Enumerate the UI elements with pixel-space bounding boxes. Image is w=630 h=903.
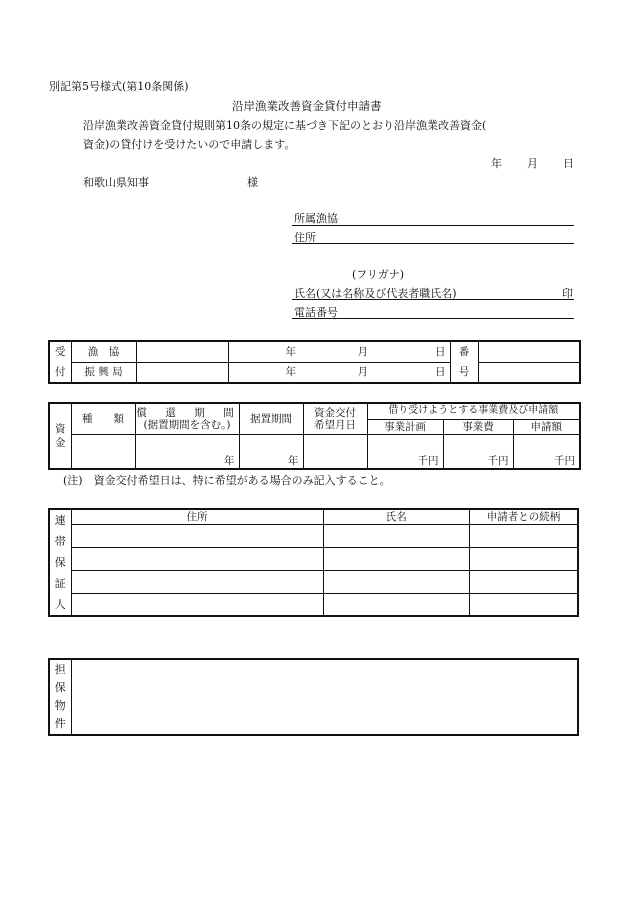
guarantor-row	[49, 593, 578, 616]
address-field[interactable]	[292, 243, 574, 244]
fund-type-input[interactable]	[71, 434, 135, 469]
fund-deferral-input[interactable]: 年	[239, 434, 303, 469]
guarantor-row	[49, 525, 578, 548]
guarantor-address-input[interactable]	[71, 570, 323, 593]
receipt-label-bureau: 振 興 局	[71, 362, 136, 383]
receipt-row-cooperative	[49, 341, 580, 362]
phone-label: 電話番号	[294, 306, 338, 319]
guarantor-row	[49, 570, 578, 593]
receipt-cooperative-month: 月	[300, 341, 372, 362]
receipt-bureau-entry[interactable]	[136, 362, 228, 383]
fund-deferral-header: 据置期間	[239, 403, 303, 434]
guarantor-relation-input[interactable]	[470, 570, 578, 593]
name-field[interactable]	[292, 299, 574, 300]
seal-label: 印	[562, 287, 573, 300]
receipt-row-bureau	[49, 362, 580, 383]
receipt-bureau-year: 年	[228, 362, 300, 383]
form-number: 別記第5号様式(第10条関係)	[49, 80, 189, 93]
guarantor-name-input[interactable]	[323, 593, 470, 616]
receipt-bureau-month: 月	[300, 362, 372, 383]
fund-cost-header: 事業費	[443, 419, 513, 434]
fund-cost-group-header: 借り受けようとする事業費及び申請額	[367, 403, 580, 419]
guarantor-relation-header: 申請者との続柄	[470, 509, 578, 525]
fund-repay-header: 償 還 期 間 (据置期間を含む。)	[135, 403, 239, 434]
receipt-cooperative-day: 日	[372, 341, 450, 362]
guarantor-name-input[interactable]	[323, 525, 470, 548]
guarantor-address-input[interactable]	[71, 525, 323, 548]
receipt-bureau-day: 日	[372, 362, 450, 383]
fund-amount-input[interactable]: 千円	[513, 434, 580, 469]
furigana-label: (フリガナ)	[352, 268, 405, 281]
guarantor-side-label: 連 帯 保 証 人	[49, 509, 71, 616]
guarantor-address-input[interactable]	[71, 593, 323, 616]
fund-type-header: 種 類	[71, 403, 135, 434]
fund-side-label: 資 金	[49, 403, 71, 469]
body-text-line-1: 沿岸漁業改善資金貸付規則第10条の規定に基づき下記のとおり沿岸漁業改善資金(	[83, 119, 487, 132]
receipt-side-label: 受 付	[49, 341, 71, 383]
guarantor-row	[49, 547, 578, 570]
fund-plan-input[interactable]: 千円	[367, 434, 443, 469]
page-title: 沿岸漁業改善資金貸付申請書	[232, 99, 382, 113]
guarantor-table	[48, 508, 579, 617]
guarantor-relation-input[interactable]	[470, 547, 578, 570]
collateral-side-label: 担 保 物 件	[49, 659, 71, 735]
guarantor-relation-input[interactable]	[470, 593, 578, 616]
date-day-label: 日	[563, 157, 574, 170]
guarantor-name-header: 氏名	[323, 509, 470, 525]
name-label: 氏名(又は名称及び代表者職氏名)	[294, 287, 457, 300]
collateral-table	[48, 658, 579, 736]
fund-cost-input[interactable]: 千円	[443, 434, 513, 469]
guarantor-address-header: 住所	[71, 509, 323, 525]
fund-amount-header: 申請額	[513, 419, 580, 434]
guarantor-name-input[interactable]	[323, 570, 470, 593]
receipt-cooperative-entry[interactable]	[136, 341, 228, 362]
receipt-cooperative-year: 年	[228, 341, 300, 362]
date-year-label: 年	[491, 157, 502, 170]
honorific: 様	[247, 176, 258, 189]
body-text-line-2: 資金)の貸付けを受けたいので申請します。	[83, 138, 296, 151]
address-label: 住所	[294, 231, 316, 244]
note: (注) 資金交付希望日は、特に希望がある場合のみ記入すること。	[63, 474, 391, 487]
addressee: 和歌山県知事	[83, 176, 149, 189]
date-month-label: 月	[527, 157, 538, 170]
fund-table	[48, 402, 581, 470]
cooperative-label: 所属漁協	[294, 212, 338, 225]
collateral-input[interactable]	[71, 659, 578, 735]
cooperative-field[interactable]	[292, 225, 574, 226]
receipt-table	[48, 340, 581, 384]
fund-grant-date-header: 資金交付 希望月日	[303, 403, 367, 434]
fund-plan-header: 事業計画	[367, 419, 443, 434]
guarantor-address-input[interactable]	[71, 547, 323, 570]
guarantor-name-input[interactable]	[323, 547, 470, 570]
receipt-number-bureau[interactable]	[478, 362, 580, 383]
receipt-label-cooperative: 漁 協	[71, 341, 136, 362]
fund-repay-input[interactable]: 年	[135, 434, 239, 469]
guarantor-relation-input[interactable]	[470, 525, 578, 548]
receipt-number-label: 番 号	[450, 341, 478, 383]
fund-grant-date-input[interactable]	[303, 434, 367, 469]
phone-field[interactable]	[292, 318, 574, 319]
receipt-number-cooperative[interactable]	[478, 341, 580, 362]
